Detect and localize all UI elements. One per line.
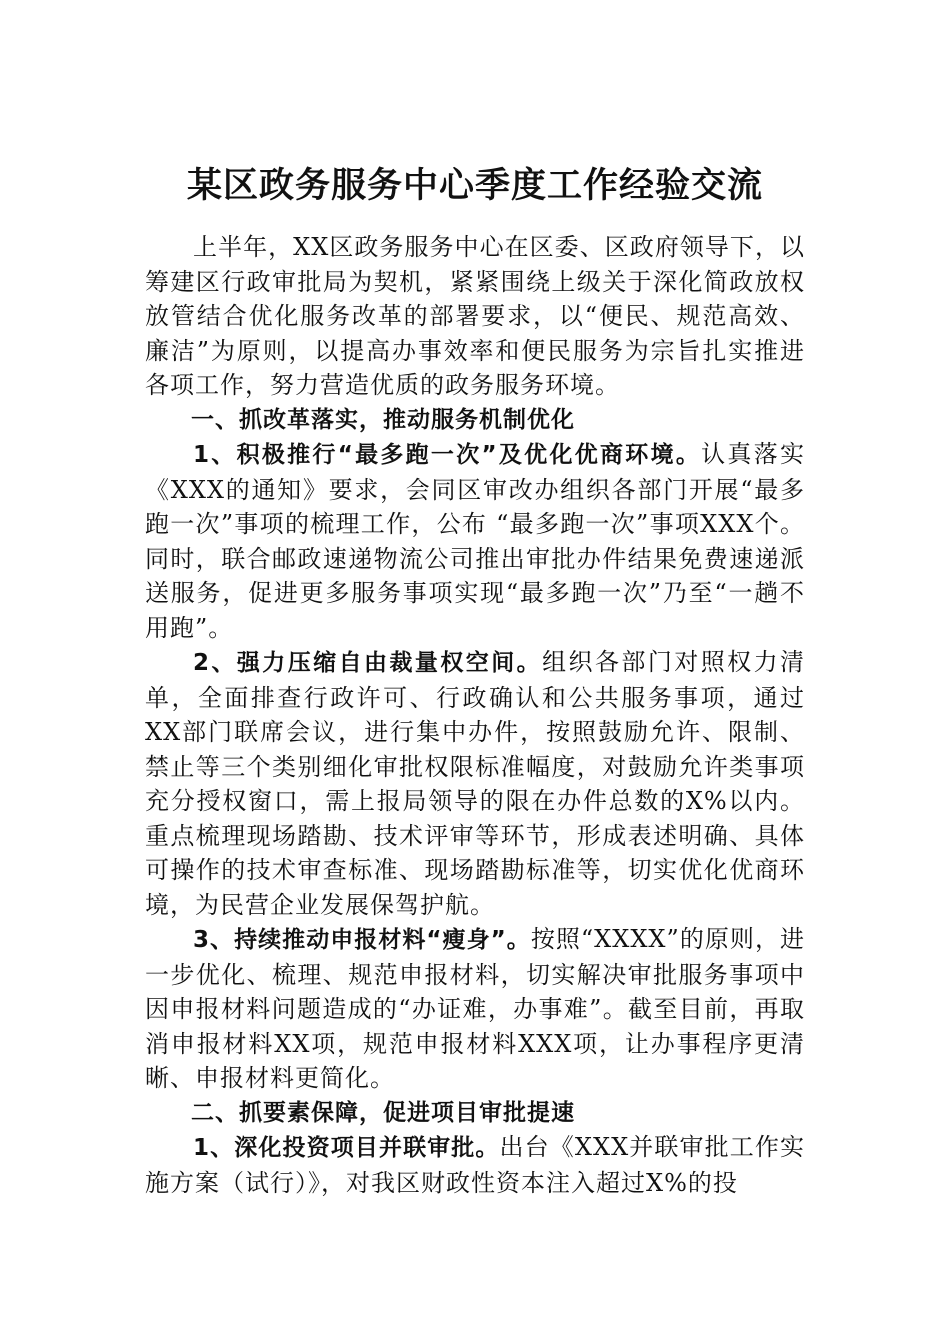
intro-paragraph: 上半年，XX区政务服务中心在区委、区政府领导下，以筹建区行政审批局为契机，紧紧围绕上级关于深化简政放权放管结合优化服务改革的部署要求，以“便民、规范高效、廉洁”为原则，以提高办事效率和便民服务为宗旨扎实推进各项工作，努力营造优质的政务服务环境。 <box>145 233 805 399</box>
paragraph-lead: 1、深化投资项目并联审批。 <box>193 1135 500 1161</box>
paragraph-text: 按照“XXXX”的原则，进一步优化、梳理、规范申报材料，切实解决审批服务事项中因申报材料问题造成的“办证难，办事难”。截至目前，再取消申报材料XX项，规范申报材料XXX项，让办事程序更清晰、申报材料更简化。 <box>145 925 805 1092</box>
paragraph-lead: 1、积极推行“最多跑一次”及优化优商环境。 <box>193 442 702 468</box>
paragraph-text: 组织各部门对照权力清单，全面排查行政许可、行政确认和公共服务事项，通过XX部门联席会议，进行集中办件，按照鼓励允许、限制、禁止等三个类别细化审批权限标准幅度，对鼓励允许类事项充分授权窗口，需上报局领导的限在办件总数的X%以内。重点梳理现场踏勘、技术评审等环节，形成表述明确、具体可操作的技术审查标准、现场踏勘标准等，切实优化优商环境，为民营企业发展保驾护航。 <box>145 648 805 919</box>
paragraph-1-3 <box>145 922 805 1096</box>
section-heading-2: 二、抓要素保障，促进项目审批提速 <box>191 1099 575 1126</box>
paragraph-2-1 <box>145 1130 805 1200</box>
document-title: 某区政务服务中心季度工作经验交流 <box>186 165 763 206</box>
section-heading-1: 一、抓改革落实，推动服务机制优化 <box>191 406 575 433</box>
paragraph-1-1 <box>145 437 805 645</box>
paragraph-text: 认真落实《XXX的通知》要求，会同区审改办组织各部门开展“最多跑一次”事项的梳理工作，公布 “最多跑一次”事项XXX个。同时，联合邮政速递物流公司推出审批办件结果免费速递派送服务，促进更多服务事项实现“最多跑一次”乃至“一趟不用跑”。 <box>145 440 805 642</box>
paragraph-lead: 2、强力压缩自由裁量权空间。 <box>193 650 543 676</box>
paragraph-lead: 3、持续推动申报材料“瘦身”。 <box>193 927 531 953</box>
paragraph-1-2 <box>145 645 805 922</box>
document-body <box>145 230 805 1200</box>
paragraph-text: 出台《XXX并联审批工作实施方案（试行）》，对我区财政性资本注入超过X%的投 <box>145 1133 805 1197</box>
